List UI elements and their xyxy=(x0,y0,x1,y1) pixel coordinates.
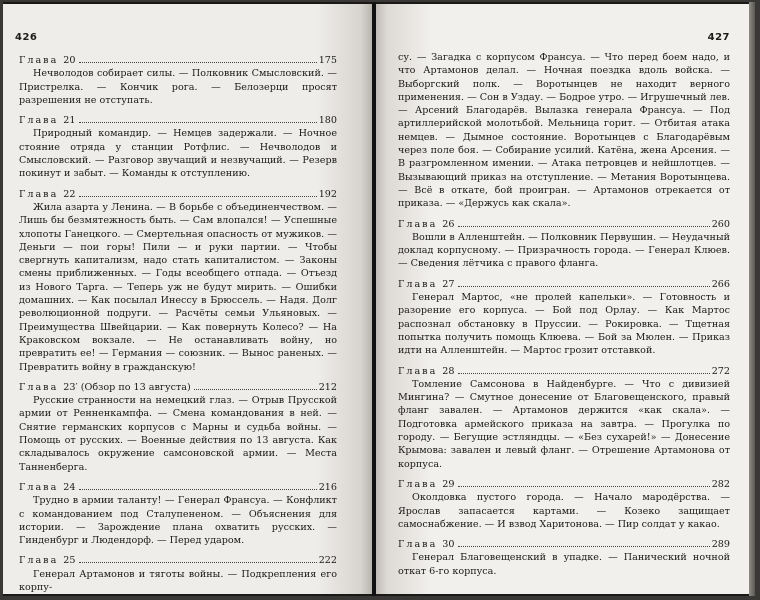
leader-dots xyxy=(458,226,710,227)
leader-dots xyxy=(458,546,710,547)
chapter-label: Глава xyxy=(19,188,59,200)
chapter-label: Глава xyxy=(19,55,59,66)
chapter-heading xyxy=(19,54,337,67)
page-number-right: 427 xyxy=(707,32,730,43)
leader-dots xyxy=(194,389,317,390)
chapter-label: Глава xyxy=(398,365,438,377)
chapter-heading xyxy=(19,188,337,201)
chapter-page-number: 175 xyxy=(318,55,337,66)
chapter-number: 30 xyxy=(442,539,455,551)
page-number-left: 426 xyxy=(15,32,38,43)
chapter-number: 26 xyxy=(442,218,455,230)
chapter-page-number: 222 xyxy=(318,555,337,567)
chapter-heading xyxy=(19,381,337,394)
chapter-heading xyxy=(398,365,730,378)
chapter-number: 28 xyxy=(442,365,455,377)
chapter-label: Глава xyxy=(398,539,438,551)
chapter-page-number: 216 xyxy=(318,481,337,493)
chapter-number: 20 xyxy=(63,55,76,66)
leader-dots xyxy=(79,122,317,123)
table-of-contents-right xyxy=(398,51,730,578)
leader-dots xyxy=(79,562,317,563)
chapter-number: 21 xyxy=(63,115,76,127)
chapter-number: 23′ (Обзор по 13 августа) xyxy=(63,381,191,393)
chapter-summary: Генерал Мартос, «не пролей капельки». — Готовность и разорение его корпуса. — Бой под Орлау. — Как Мартос распознал обстановку в Пруссии. — Рокировка. — Тщетная попытка получить помощь Клюева. — Бой за Мюлен. — Приказ идти на Алленштейн. — Мартос грозит отставкой. xyxy=(398,292,730,357)
left-page xyxy=(3,4,372,594)
chapter-page-number: 266 xyxy=(711,278,730,290)
right-page xyxy=(376,4,752,594)
leader-dots xyxy=(79,62,317,63)
chapter-summary: Генерал Благовещенский в упадке. — Панический ночной откат 6-го корпуса. xyxy=(398,552,730,577)
book-spread xyxy=(3,2,755,596)
chapter-page-number: 192 xyxy=(318,188,337,200)
chapter-summary: Трудно в армии таланту! — Генерал Франсуа. — Конфликт с командованием под Сталупененом. — Объяснения для истории. — Зарождение плана охватить русских. — Гинденбург и Людендорф. — Перед ударом. xyxy=(19,495,337,547)
chapter-page-number: 282 xyxy=(711,478,730,490)
chapter-heading xyxy=(398,218,730,231)
leader-dots xyxy=(79,489,317,490)
chapter-continuation-text: су. — Загадка с корпусом Франсуа. — Что перед боем надо, и что Артамонов делал. — Ночная поездка вдоль войска. — Выборгский полк. — Воротынцев не находит верного применения. — Сон в Уздау. — Бодрое утро. — Игрушечный лев. — Арсений Благодарёв. Вылазка генерала Франсуа. — Под артиллерийской молотьбой. Мельница горит. — Отбитая атака немцев. — Дымное состояние. Воротынцев с Благодарёвым через поле боя. — Собирание усилий. Катёна, жена Арсения. — В разгромленном имении. — Атака петровцев и нейшлотцев. — Вызывающий приказ на отступление. — Метания Воротынцева. — Всё в откате, бой проигран. — Артамонов отрекается от приказа. — «Держусь как скала». xyxy=(398,52,730,210)
chapter-page-number: 180 xyxy=(318,115,337,127)
chapter-label: Глава xyxy=(19,481,59,493)
leader-dots xyxy=(458,486,710,487)
chapter-heading xyxy=(398,278,730,291)
chapter-number: 27 xyxy=(442,278,455,290)
chapter-number: 25 xyxy=(63,555,76,567)
chapter-number: 29 xyxy=(442,478,455,490)
book-edge xyxy=(749,2,755,596)
table-of-contents-left xyxy=(19,54,337,594)
chapter-summary: Околдовка пустого города. — Начало мародёрства. — Ярослав запасается картами. — Козеко защищает самоснабжение. — И взвод Харитонова. — Пир солдат у какао. xyxy=(398,492,730,530)
chapter-page-number: 260 xyxy=(711,218,730,230)
chapter-number: 24 xyxy=(63,481,76,493)
chapter-label: Глава xyxy=(398,278,438,290)
chapter-label: Глава xyxy=(19,381,59,393)
chapter-label: Глава xyxy=(19,115,59,127)
chapter-heading xyxy=(398,538,730,551)
chapter-summary: Жила азарта у Ленина. — В борьбе с объединенчеством. — Лишь бы безмятежность быть. — Сам влопался! — Успешные хлопоты Ганецкого. — Смертельная опасность от мужиков. — Деньги — пои горы! Пили — и руки партии. — Чтобы свергнуть капитализм, надо стать капиталистом. — Законы смены приближенных. — Годы всеобщего отпада. — Отъезд из Нового Тарга. — Теперь уж не будут мирить. — Ошибки домашних. — Как посылал Инессу в Брюссель. — Надя. Долг революционной подруги. — Расчёты семьи Ульяновых. — Преимущества Швейцарии. — Как повернуть Колесо? — На Краковском вокзале. — Не останавливать войну, но превратить ее! — Германия — союзник. — Вынос раненых. — Превратить войну в гражданскую! xyxy=(19,201,337,373)
chapter-page-number: 212 xyxy=(318,381,337,393)
chapter-heading xyxy=(19,554,337,567)
chapter-summary: Природный командир. — Немцев задержали. — Ночное стояние отряда у станции Ротфлис. — Нечволодов и Смысловский. — Разговор звучащий и незвучащий. — Резерв покинут и забыт. — Команды к отступлению. xyxy=(19,128,337,180)
chapter-label: Глава xyxy=(19,555,59,567)
chapter-summary: Томление Самсонова в Найденбурге. — Что с дивизией Мингина? — Смутное донесение от Благовещенского, правый фланг завален. — Артамонов держится «как скала». — Подготовка армейского приказа на завтра. — Прогулка по городу. — Бегущие эстляндцы. — «Без сухарей!» — Донесение Крымова: завален и левый фланг. — Отрешение Артамонова от корпуса. xyxy=(398,378,730,470)
leader-dots xyxy=(458,286,710,287)
chapter-label: Глава xyxy=(398,218,438,230)
chapter-label: Глава xyxy=(398,478,438,490)
chapter-page-number: 289 xyxy=(711,539,730,551)
chapter-page-number: 272 xyxy=(711,365,730,377)
chapter-summary: Генерал Артамонов и тяготы войны. — Подкрепления его корпу- xyxy=(19,568,337,593)
chapter-summary: Русские странности на немецкий глаз. — Отрыв Прусской армии от Ренненкампфа. — Смена командования в ней. — Снятие германских корпусов с Марны и судьба войны. — Помощь от русских. — Военные действия по 13 августа. Как складывалось окружение самсоновской армии. — Места Танненберга. xyxy=(19,395,337,473)
leader-dots xyxy=(79,196,317,197)
chapter-summary: Нечволодов собирает силы. — Полковник Смысловский. — Пристрелка. — Кончик рога. — Белозерци просят разрешения не отступать. xyxy=(19,68,337,106)
chapter-summary: Вошли в Алленштейн. — Полковник Первушин. — Неудачный доклад корпусному. — Призрачность города. — Генерал Клюев. — Сведения лётчика с правого фланга. xyxy=(398,231,730,270)
leader-dots xyxy=(458,373,710,374)
chapter-number: 22 xyxy=(63,188,76,200)
chapter-heading xyxy=(19,481,337,494)
chapter-heading xyxy=(19,114,337,127)
chapter-heading xyxy=(398,478,730,491)
